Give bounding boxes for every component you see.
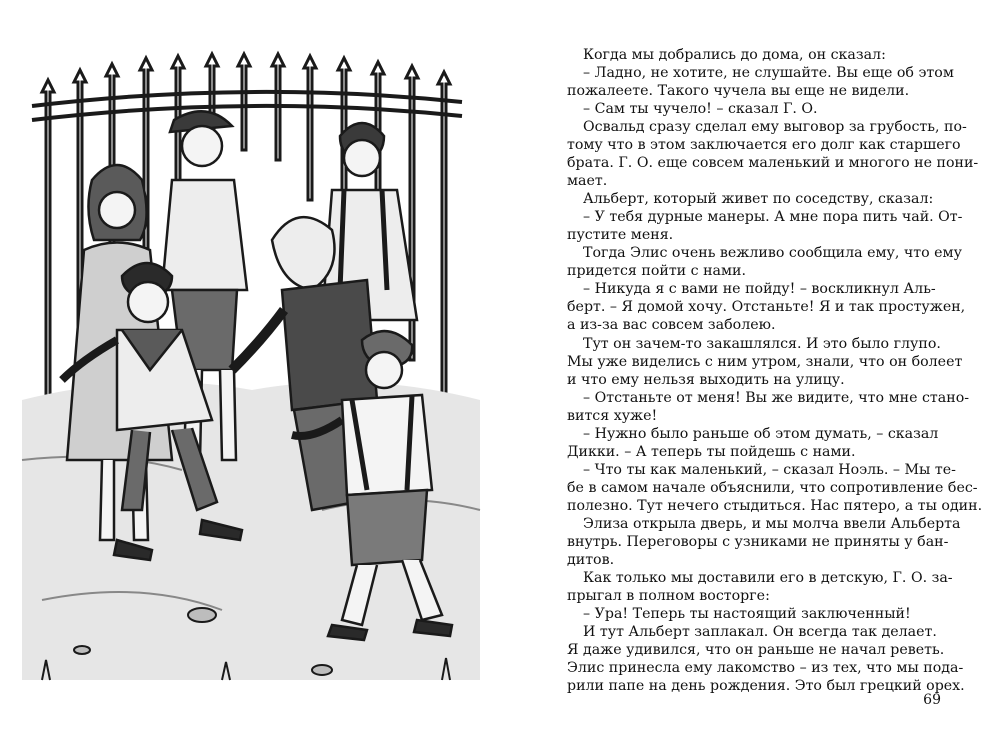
text-line: – Ладно, не хотите, не слушайте. Вы еще об этом	[583, 65, 954, 82]
text-line: – У тебя дурные манеры. А мне пора пить чай. От-	[583, 209, 963, 226]
text-line: – Никуда я с вами не пойду! – воскликнул Аль-	[583, 281, 936, 298]
text-line: придется пойти с нами.	[567, 263, 747, 280]
text-line: Я даже удивился, что он раньше не начал реветь.	[567, 642, 945, 659]
text-line: Элиза открыла дверь, и мы молча ввели Альберта	[583, 515, 961, 532]
text-line: вится хуже!	[567, 407, 658, 424]
text-line: и что ему нельзя выходить на улицу.	[567, 371, 845, 388]
text-line: Мы уже виделись с ним утром, знали, что он болеет	[567, 353, 963, 370]
text-line: а из-за вас совсем заболею.	[567, 317, 776, 334]
text-line: Когда мы добрались до дома, он сказал:	[583, 47, 886, 63]
text-line: брата. Г. О. еще совсем маленький и многого не пони-	[567, 155, 979, 172]
text-line: – Ура! Теперь ты настоящий заключенный!	[583, 605, 911, 622]
text-line: Как только мы доставили его в детскую, Г. О. за-	[583, 569, 953, 586]
text-line: Тогда Элис очень вежливо сообщила ему, что ему	[583, 245, 962, 262]
text-line: Элис принесла ему лакомство – из тех, что мы пода-	[567, 660, 964, 677]
text-line: – Что ты как маленький, – сказал Ноэль. – Мы те-	[583, 461, 956, 478]
text-line: рили папе на день рождения. Это был грецкий орех.	[567, 678, 965, 695]
text-line: полезно. Тут нечего стыдиться. Нас пятеро, а ты один.	[567, 497, 983, 514]
page-number: 69	[923, 692, 941, 708]
text-line: Дикки. – А теперь ты пойдешь с нами.	[567, 443, 856, 460]
text-line: Тут он зачем-то закашлялся. И это было глупо.	[583, 335, 941, 352]
text-line: – Отстаньте от меня! Вы же видите, что мне стано-	[583, 389, 970, 406]
text-line: И тут Альберт заплакал. Он всегда так делает.	[583, 624, 937, 640]
text-line: берт. – Я домой хочу. Отстаньте! Я и так простужен,	[567, 299, 966, 316]
text-line: Альберт, который живет по соседству, сказал:	[583, 191, 934, 208]
text-line: пожалеете. Такого чучела вы еще не видели.	[567, 83, 910, 100]
text-line: Освальд сразу сделал ему выговор за грубость, по-	[583, 119, 967, 136]
children-playing-illustration	[22, 40, 480, 686]
text-line: тому что в этом заключается его долг как старшего	[567, 137, 961, 154]
text-line: внутрь. Переговоры с узниками не приняты у бан-	[567, 533, 949, 550]
text-line: – Сам ты чучело! – сказал Г. О.	[583, 101, 818, 118]
text-line: бе в самом начале объяснили, что сопротивление бес-	[567, 479, 978, 496]
text-line: мает.	[567, 173, 608, 190]
text-line: – Нужно было раньше об этом думать, – сказал	[583, 425, 939, 442]
story-text-column	[567, 46, 983, 695]
text-line: дитов.	[567, 551, 615, 568]
text-line: прыгал в полном восторге:	[567, 587, 770, 604]
text-line: пустите меня.	[567, 227, 674, 244]
